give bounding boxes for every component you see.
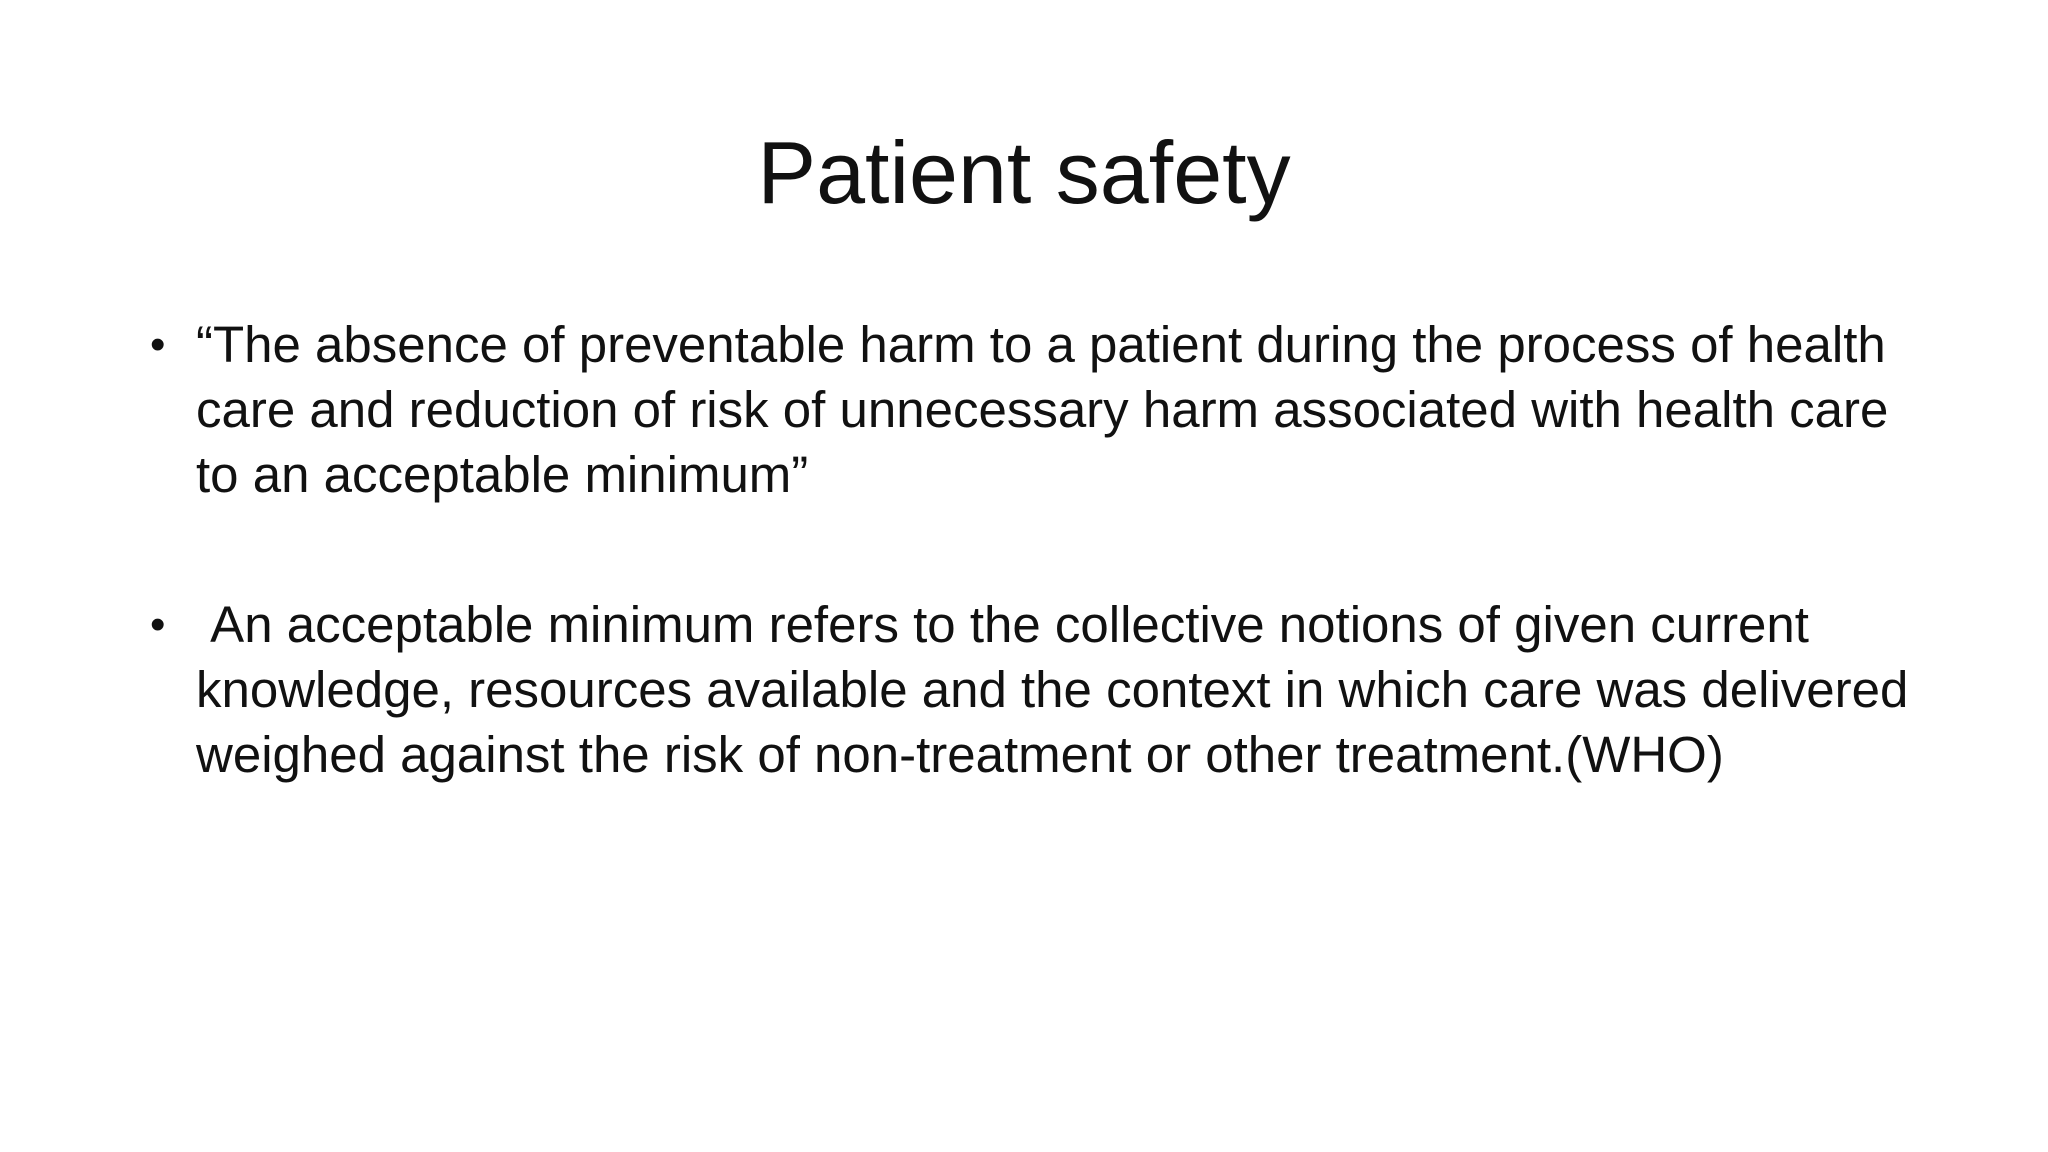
bullet-list: [150, 312, 1930, 787]
bullet-item-definition: [150, 312, 1930, 507]
bullet-text: “The absence of preventable harm to a patient during the process of health care and reduction of risk of unnecessary harm associated with health care to an acceptable minimum”: [196, 316, 1889, 503]
bullet-icon: •: [150, 600, 166, 649]
bullet-text: An acceptable minimum refers to the collective notions of given current knowledge, resources available and the context in which care was delivered weighed against the risk of non-treatment or other treatment.(WHO): [196, 596, 1923, 783]
bullet-item-acceptable-minimum: [150, 592, 1930, 787]
slide-title: Patient safety: [757, 123, 1291, 222]
bullet-icon: •: [150, 320, 166, 369]
